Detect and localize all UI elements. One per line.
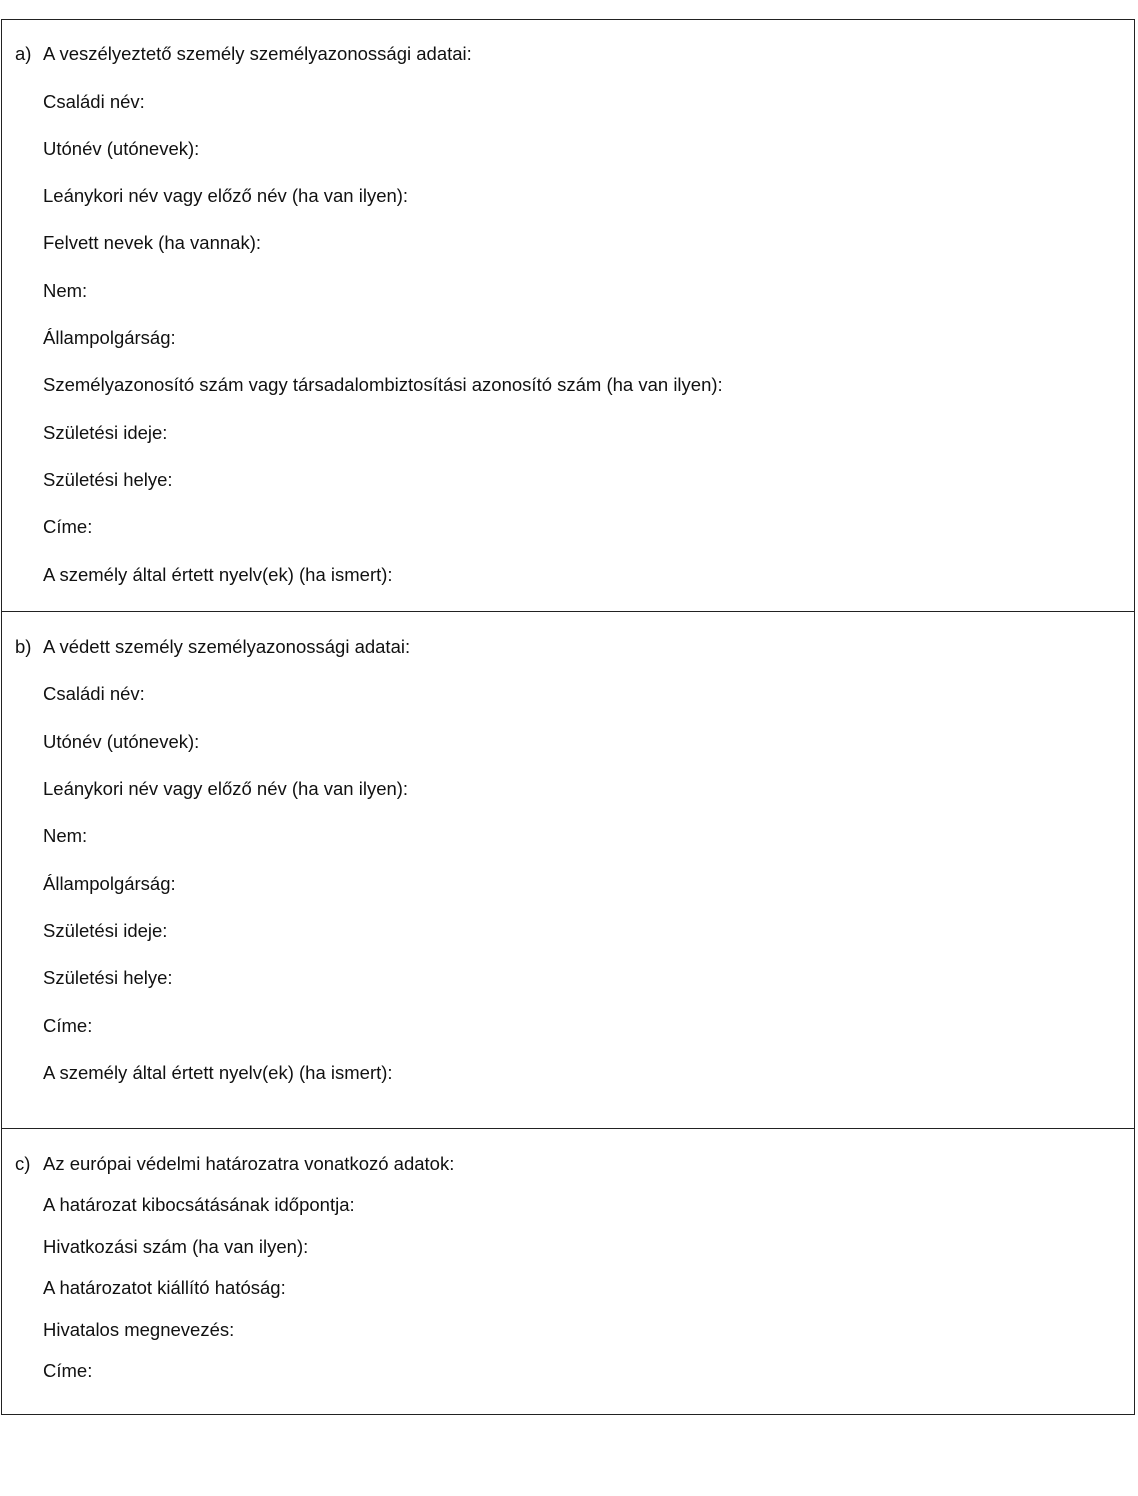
section-heading	[15, 1153, 454, 1175]
section-title: A veszélyeztető személy személyazonossági adatai:	[43, 43, 472, 64]
field-label: Születési ideje:	[43, 422, 168, 443]
field-label: Születési helye:	[43, 469, 173, 490]
field-label: Utónév (utónevek):	[43, 138, 200, 159]
section-heading	[15, 636, 410, 658]
form-table	[1, 19, 1135, 1415]
field-label: Címe:	[43, 1360, 93, 1381]
section-letter: a)	[15, 43, 32, 64]
field-label: Nem:	[43, 280, 88, 301]
field-label: Születési ideje:	[43, 920, 168, 941]
field-label: Hivatalos megnevezés:	[43, 1319, 235, 1340]
field-label: Címe:	[43, 1015, 93, 1036]
field-label: Címe:	[43, 516, 93, 537]
field-label: Állampolgárság:	[43, 873, 176, 894]
field-label: Családi név:	[43, 91, 145, 112]
field-label: Leánykori név vagy előző név (ha van ilyen):	[43, 778, 409, 799]
field-label: A határozat kibocsátásának időpontja:	[43, 1194, 355, 1215]
field-label: A személy által értett nyelv(ek) (ha ismert):	[43, 564, 393, 585]
section-title: Az európai védelmi határozatra vonatkozó adatok:	[43, 1153, 455, 1174]
field-label: Állampolgárság:	[43, 327, 176, 348]
field-label: Leánykori név vagy előző név (ha van ilyen):	[43, 185, 409, 206]
section-c	[2, 1129, 1134, 1414]
field-label: A személy által értett nyelv(ek) (ha ismert):	[43, 1062, 393, 1083]
field-label: Születési helye:	[43, 967, 173, 988]
section-b	[2, 612, 1134, 1129]
field-label: A határozatot kiállító hatóság:	[43, 1277, 286, 1298]
field-label: Felvett nevek (ha vannak):	[43, 232, 261, 253]
section-letter: b)	[15, 636, 32, 657]
field-label: Nem:	[43, 825, 88, 846]
field-label: Személyazonosító szám vagy társadalombiztosítási azonosító szám (ha van ilyen):	[43, 374, 723, 395]
field-label: Utónév (utónevek):	[43, 731, 200, 752]
field-label: Családi név:	[43, 683, 145, 704]
field-label: Hivatkozási szám (ha van ilyen):	[43, 1236, 309, 1257]
section-a	[2, 20, 1134, 612]
section-letter: c)	[15, 1153, 31, 1174]
section-title: A védett személy személyazonossági adatai:	[43, 636, 411, 657]
section-heading	[15, 43, 472, 65]
